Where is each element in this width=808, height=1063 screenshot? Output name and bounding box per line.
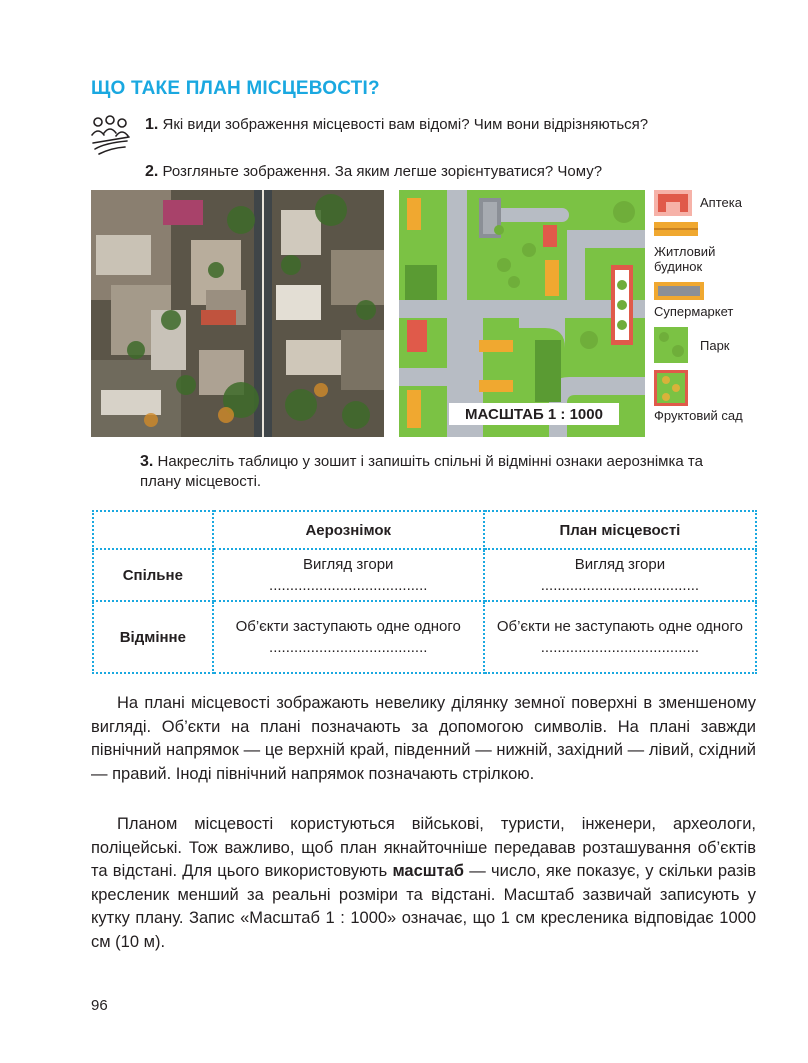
aerial-photo: [91, 190, 384, 437]
row-label: Спільне: [93, 549, 213, 601]
question-text: Накресліть таблицю у зошит і запишіть спільні й відмінні ознаки аерознімка та плану місцевості.: [140, 453, 703, 490]
table-header-aerial: Аерознімок: [213, 511, 484, 549]
answer-blank: ......................................: [269, 639, 428, 656]
cell-text: Об’єкти не заступають одне одного: [496, 618, 743, 635]
table-cell: [484, 601, 756, 673]
paragraph-2: [91, 813, 756, 955]
question-2: [145, 162, 745, 182]
park-icon: [654, 327, 688, 363]
cell-text: Вигляд згори: [574, 556, 666, 573]
pharmacy-icon: [654, 190, 692, 216]
term-scale: масштаб: [392, 862, 464, 881]
table-row: [93, 601, 756, 673]
table-header-empty: [93, 511, 213, 549]
question-text: Розгляньте зображення. За яким легше зорієнтуватися? Чому?: [162, 163, 603, 180]
answer-blank: ......................................: [540, 577, 700, 594]
question-number: 1.: [145, 116, 159, 133]
cell-text: Вигляд згори: [303, 556, 394, 573]
question-text: Які види зображення місцевості вам відомі? Чим вони відрізняються?: [162, 116, 649, 133]
paragraph-1: На плані місцевості зображають невелику ділянку земної поверхні в зменшеному вигляді. Об’єкти на плані позначають за допомогою символів. На плані завжди північний напрямок — це верхній край, південний — нижній, західний — лівий, східний — правий. Іноді північний напрямок позначають стрілкою.: [91, 694, 756, 783]
row-label: Відмінне: [93, 601, 213, 673]
answer-blank: ......................................: [540, 639, 700, 656]
question-3: [140, 452, 740, 492]
legend-label: Парк: [700, 338, 730, 353]
section-title: ЩО ТАКЕ ПЛАН МІСЦЕВОСТІ?: [91, 78, 380, 99]
table-header-plan: План місцевості: [484, 511, 756, 549]
paragraph-text: — число, яке показує, у скільки разів кресленик менший за реальні розміри та відстані. Масштаб зазвичай записують у кутку плану. Запис «Масштаб 1 : 1000» означає, що 1 см кресленика відповідає 1000 см (10 м).: [91, 862, 756, 951]
plan-scale-label: МАСШТАБ 1 : 1000: [465, 406, 603, 423]
legend-label: Супермаркет: [654, 304, 734, 319]
table-row: [93, 549, 756, 601]
question-number: 3.: [140, 453, 154, 470]
locality-plan: [399, 190, 645, 437]
legend-label: Фруктовий сад: [654, 408, 743, 423]
supermarket-icon: [654, 282, 704, 300]
comparison-table: [92, 510, 757, 674]
question-1: [145, 115, 705, 135]
answer-blank: ......................................: [269, 577, 428, 594]
cell-text: Об’єкти заступають одне одного: [235, 618, 461, 635]
page-number: 96: [91, 997, 108, 1014]
table-header-row: [93, 511, 756, 549]
table-cell: [213, 549, 484, 601]
table-cell: [213, 601, 484, 673]
question-number: 2.: [145, 163, 159, 180]
paragraph-text: Планом місцевості користуються військові, туристи, інженери, археологи, поліцейські. Тож важливо, щоб план якнайточніше передавав розташування об’єктів та відстані. Для цього використовують: [91, 815, 756, 881]
legend-label: Аптека: [700, 195, 742, 210]
residential-building-icon: [654, 222, 698, 236]
table-cell: [484, 549, 756, 601]
legend-label: Житловий будинок: [654, 244, 716, 274]
orchard-icon: [654, 370, 688, 406]
group-work-icon: [89, 113, 133, 157]
